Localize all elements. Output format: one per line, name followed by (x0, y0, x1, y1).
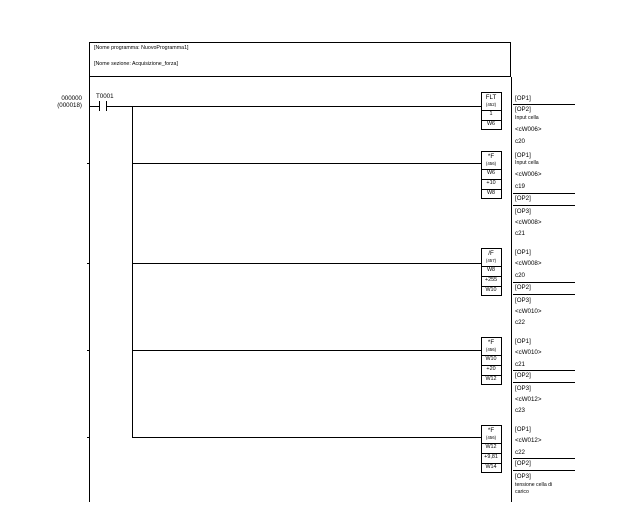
operand-comment: c20 (515, 138, 525, 145)
comment-separator (513, 382, 575, 383)
operand-comment: Input cella (515, 115, 539, 121)
comment-separator (513, 294, 575, 295)
contact-left-bar (99, 101, 100, 111)
operand: W6 (486, 121, 496, 127)
operand: W12 (485, 444, 497, 450)
rail-tick (87, 437, 90, 438)
operand: W8 (486, 267, 496, 273)
operand: +10 (486, 180, 496, 186)
operand: W14 (485, 464, 497, 470)
operand-comment: c21 (515, 361, 525, 368)
operand-comment: [OP2] (515, 106, 531, 113)
operand-comment: [OP1] (515, 152, 531, 159)
operand-comment: [OP1] (515, 338, 531, 345)
operand-comment: c23 (515, 407, 525, 414)
operand-comment: [OP1] (515, 249, 531, 256)
rail-tick (87, 163, 90, 164)
operand-comment: [OP1] (515, 426, 531, 433)
operand-comment: [OP3] (515, 385, 531, 392)
comment-separator (513, 470, 575, 471)
operand: W6 (486, 170, 496, 176)
instruction-mnemonic: *F (487, 153, 495, 160)
operand-comment: <cW006> (515, 171, 542, 178)
branch-wire (132, 263, 481, 264)
branch-wire (132, 163, 481, 164)
operand: 1 (489, 111, 493, 117)
operand-comment: <cW010> (515, 308, 542, 315)
function-code: (456) (485, 161, 497, 166)
function-code: (456) (485, 435, 497, 440)
operand-comment: carico (515, 489, 529, 495)
operand-comment: [OP2] (515, 460, 531, 467)
branch-wire (132, 350, 481, 351)
comment-separator (513, 282, 575, 283)
operand-comment: Input cella (515, 160, 539, 166)
operand-comment: [OP2] (515, 372, 531, 379)
operand: W8 (486, 190, 496, 196)
operand-comment: [OP3] (515, 297, 531, 304)
operand-comment: c22 (515, 449, 525, 456)
rail-tick (87, 263, 90, 264)
right-boundary (511, 77, 512, 502)
operand-comment: c20 (515, 272, 525, 279)
operand-comment: [OP3] (515, 473, 531, 480)
rail-tick (87, 350, 90, 351)
operand-comment: <cW008> (515, 219, 542, 226)
operand-comment: [OP2] (515, 195, 531, 202)
function-code: (452) (485, 102, 497, 107)
operand-comment: <cW010> (515, 349, 542, 356)
operand: W12 (485, 376, 497, 382)
operand-comment: <cW012> (515, 437, 542, 444)
operand-comment: <cW006> (515, 126, 542, 133)
function-code: (456) (485, 347, 497, 352)
operand-comment: c19 (515, 183, 525, 190)
operand-comment: [OP1] (515, 95, 531, 102)
operand: +255 (484, 277, 498, 283)
operand-comment: tensione cella di (515, 482, 553, 488)
operand-comment: [OP2] (515, 284, 531, 291)
operand-comment: <cW008> (515, 260, 542, 267)
instruction-mnemonic: *F (487, 339, 495, 346)
instruction-mnemonic: *F (487, 427, 495, 434)
comment-separator (513, 370, 575, 371)
rung-wire (89, 106, 99, 107)
comment-separator (513, 104, 575, 105)
contact-label: T0001 (96, 93, 114, 100)
operand-comment: <cW012> (515, 396, 542, 403)
comment-separator (513, 458, 575, 459)
operand-comment: [OP3] (515, 208, 531, 215)
program-name-label: [Nome programma: NuovoProgramma1] (94, 45, 189, 51)
branch-bus (132, 106, 133, 437)
operand: +9,81 (484, 454, 498, 460)
operand-comment: c21 (515, 230, 525, 237)
rung-address: 000000 (61, 95, 82, 102)
function-code: (457) (485, 258, 497, 263)
section-name-label: [Nome sezione: Acquisizione_forza] (94, 61, 178, 67)
instruction-mnemonic: /F (488, 250, 494, 257)
operand: W10 (485, 356, 497, 362)
operand-comment: c22 (515, 319, 525, 326)
left-power-rail (89, 77, 90, 502)
rung-step: (000018) (57, 102, 82, 109)
comment-separator (513, 205, 575, 206)
rung-wire (106, 106, 483, 107)
branch-wire (132, 437, 481, 438)
instruction-mnemonic: FLT (485, 94, 497, 101)
comment-separator (513, 193, 575, 194)
operand: +20 (486, 366, 496, 372)
operand: W10 (485, 287, 497, 293)
